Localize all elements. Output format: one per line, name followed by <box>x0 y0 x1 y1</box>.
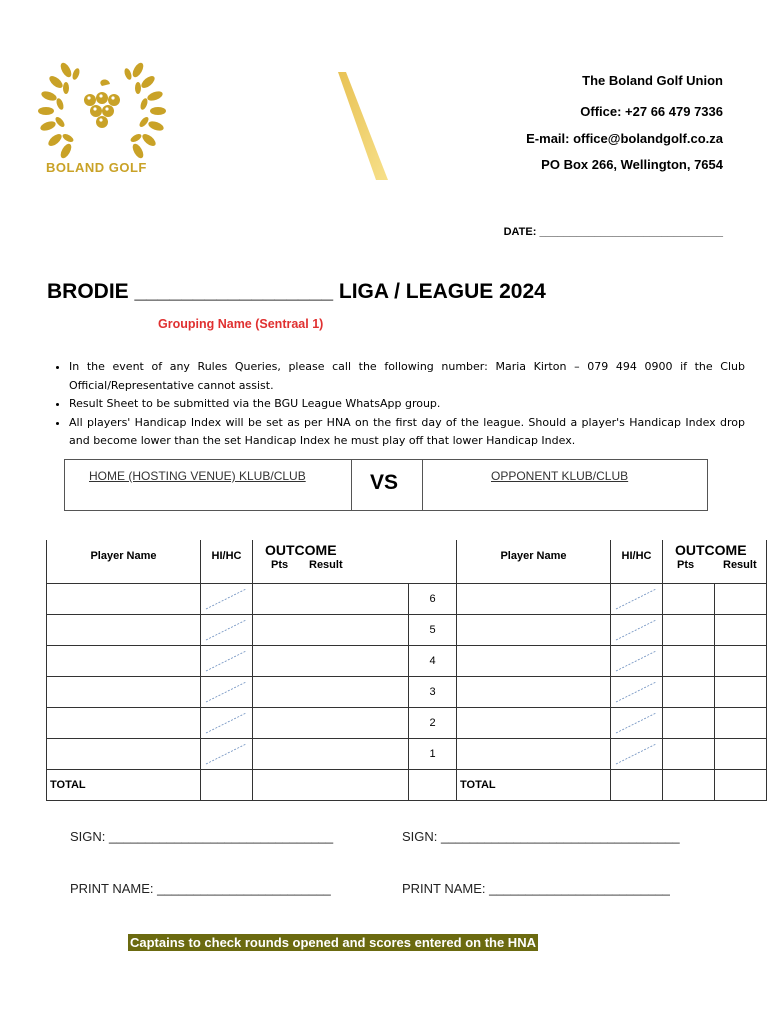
postal-address: PO Box 266, Wellington, 7654 <box>541 157 723 172</box>
home-total-result-cell[interactable] <box>309 770 409 801</box>
opp-total-result-cell[interactable] <box>715 770 767 801</box>
position-number: 5 <box>409 615 457 646</box>
home-result-cell[interactable] <box>309 615 409 646</box>
opp-pts-label: Pts <box>677 559 695 571</box>
opp-player-name-header: Player Name <box>457 540 611 584</box>
rule-item: • All players' Handicap Index will be set as per HNA on the first day of the league. Should a player's Handicap Index drop and become lower than the set Handicap Index he must play off that lower Handicap Index. <box>69 414 745 451</box>
position-number: 4 <box>409 646 457 677</box>
opp-result-cell[interactable] <box>715 584 767 615</box>
opp-result-cell[interactable] <box>715 646 767 677</box>
opp-player-name-cell[interactable] <box>457 708 611 739</box>
opp-pts-cell[interactable] <box>663 739 715 770</box>
home-hihc-cell[interactable] <box>201 615 253 646</box>
opp-hihc-cell[interactable] <box>611 584 663 615</box>
home-hihc-cell[interactable] <box>201 584 253 615</box>
home-result-label: Result <box>309 559 343 571</box>
home-print-name-field[interactable]: PRINT NAME: ________________________ <box>70 881 331 896</box>
position-number: 3 <box>409 677 457 708</box>
opp-total-pts-cell[interactable] <box>663 770 715 801</box>
home-pts-cell[interactable] <box>253 646 309 677</box>
home-total-hihc-cell[interactable] <box>201 770 253 801</box>
rule-item: • In the event of any Rules Queries, please call the following number: Maria Kirton – 079 494 0900 if the Club Official/Representative cannot assist. <box>69 358 745 395</box>
opp-hihc-cell[interactable] <box>611 739 663 770</box>
opp-pts-cell[interactable] <box>663 646 715 677</box>
opponent-sign-field[interactable]: SIGN: _________________________________ <box>402 829 680 844</box>
opp-player-name-cell[interactable] <box>457 615 611 646</box>
position-number: 1 <box>409 739 457 770</box>
opp-pts-cell[interactable] <box>663 677 715 708</box>
opp-result-cell[interactable] <box>715 615 767 646</box>
table-header-row <box>47 540 767 584</box>
office-email: E-mail: office@bolandgolf.co.za <box>526 131 723 146</box>
home-player-name-header: Player Name <box>47 540 201 584</box>
org-name: The Boland Golf Union <box>582 73 723 88</box>
opp-outcome-label: OUTCOME <box>675 542 747 558</box>
position-number: 2 <box>409 708 457 739</box>
opp-outcome-header <box>663 540 767 584</box>
opp-pts-cell[interactable] <box>663 615 715 646</box>
home-hihc-cell[interactable] <box>201 739 253 770</box>
opponent-print-name-field[interactable]: PRINT NAME: _________________________ <box>402 881 670 896</box>
opp-result-cell[interactable] <box>715 708 767 739</box>
table-row <box>47 708 767 739</box>
table-row <box>47 677 767 708</box>
opp-hihc-cell[interactable] <box>611 677 663 708</box>
home-result-cell[interactable] <box>309 584 409 615</box>
home-result-cell[interactable] <box>309 708 409 739</box>
home-hihc-header: HI/HC <box>201 540 253 584</box>
vs-cell <box>352 460 423 510</box>
table-row <box>47 615 767 646</box>
home-result-cell[interactable] <box>309 739 409 770</box>
vs-label: VS <box>370 471 399 494</box>
position-header <box>409 540 457 584</box>
opponent-club-label: OPPONENT KLUB/CLUB <box>491 469 629 483</box>
opp-pts-cell[interactable] <box>663 584 715 615</box>
total-row <box>47 770 767 801</box>
home-pts-cell[interactable] <box>253 708 309 739</box>
home-pts-label: Pts <box>271 559 289 571</box>
home-club-label: HOME (HOSTING VENUE) KLUB/CLUB <box>89 469 306 483</box>
opp-hihc-header: HI/HC <box>611 540 663 584</box>
opp-result-cell[interactable] <box>715 739 767 770</box>
home-pts-cell[interactable] <box>253 615 309 646</box>
home-player-name-cell[interactable] <box>47 584 201 615</box>
office-phone: Office: +27 66 479 7336 <box>580 104 723 119</box>
home-hihc-cell[interactable] <box>201 677 253 708</box>
home-sign-field[interactable]: SIGN: _______________________________ <box>70 829 334 844</box>
home-player-name-cell[interactable] <box>47 677 201 708</box>
home-hihc-cell[interactable] <box>201 646 253 677</box>
opp-result-label: Result <box>723 559 757 571</box>
rules-list <box>47 358 745 451</box>
score-table <box>46 540 767 801</box>
opp-hihc-cell[interactable] <box>611 646 663 677</box>
home-pts-cell[interactable] <box>253 584 309 615</box>
opp-pts-cell[interactable] <box>663 708 715 739</box>
opp-player-name-cell[interactable] <box>457 677 611 708</box>
home-pts-cell[interactable] <box>253 739 309 770</box>
home-club-cell[interactable] <box>65 460 352 510</box>
opp-result-cell[interactable] <box>715 677 767 708</box>
home-outcome-label: OUTCOME <box>265 542 337 558</box>
table-row <box>47 739 767 770</box>
captains-notice: Captains to check rounds opened and scores entered on the HNA <box>130 935 536 950</box>
table-row <box>47 646 767 677</box>
opp-hihc-cell[interactable] <box>611 708 663 739</box>
versus-box <box>64 459 708 511</box>
opp-total-label: TOTAL <box>457 770 611 801</box>
home-total-label: TOTAL <box>47 770 201 801</box>
opponent-club-cell[interactable] <box>423 460 707 510</box>
grouping-name: Grouping Name (Sentraal 1) <box>158 317 324 331</box>
home-player-name-cell[interactable] <box>47 739 201 770</box>
opp-hihc-cell[interactable] <box>611 615 663 646</box>
home-pts-cell[interactable] <box>253 677 309 708</box>
home-result-cell[interactable] <box>309 677 409 708</box>
rule-item: • Result Sheet to be submitted via the BGU League WhatsApp group. <box>69 395 745 414</box>
opp-player-name-cell[interactable] <box>457 584 611 615</box>
home-outcome-header <box>253 540 409 584</box>
opp-player-name-cell[interactable] <box>457 646 611 677</box>
date-field[interactable]: DATE: ______________________________ <box>503 226 723 238</box>
home-player-name-cell[interactable] <box>47 708 201 739</box>
opp-total-hihc-cell[interactable] <box>611 770 663 801</box>
logo-wordmark: BOLAND GOLF <box>46 160 147 175</box>
table-row <box>47 584 767 615</box>
home-result-cell[interactable] <box>309 646 409 677</box>
position-number: 6 <box>409 584 457 615</box>
home-player-name-cell[interactable] <box>47 615 201 646</box>
opp-player-name-cell[interactable] <box>457 739 611 770</box>
home-player-name-cell[interactable] <box>47 646 201 677</box>
home-hihc-cell[interactable] <box>201 708 253 739</box>
home-total-pts-cell[interactable] <box>253 770 309 801</box>
page-title: BRODIE _________________ LIGA / LEAGUE 2024 <box>47 280 546 303</box>
total-position-cell <box>409 770 457 801</box>
decorative-slash-graphic <box>330 70 400 182</box>
